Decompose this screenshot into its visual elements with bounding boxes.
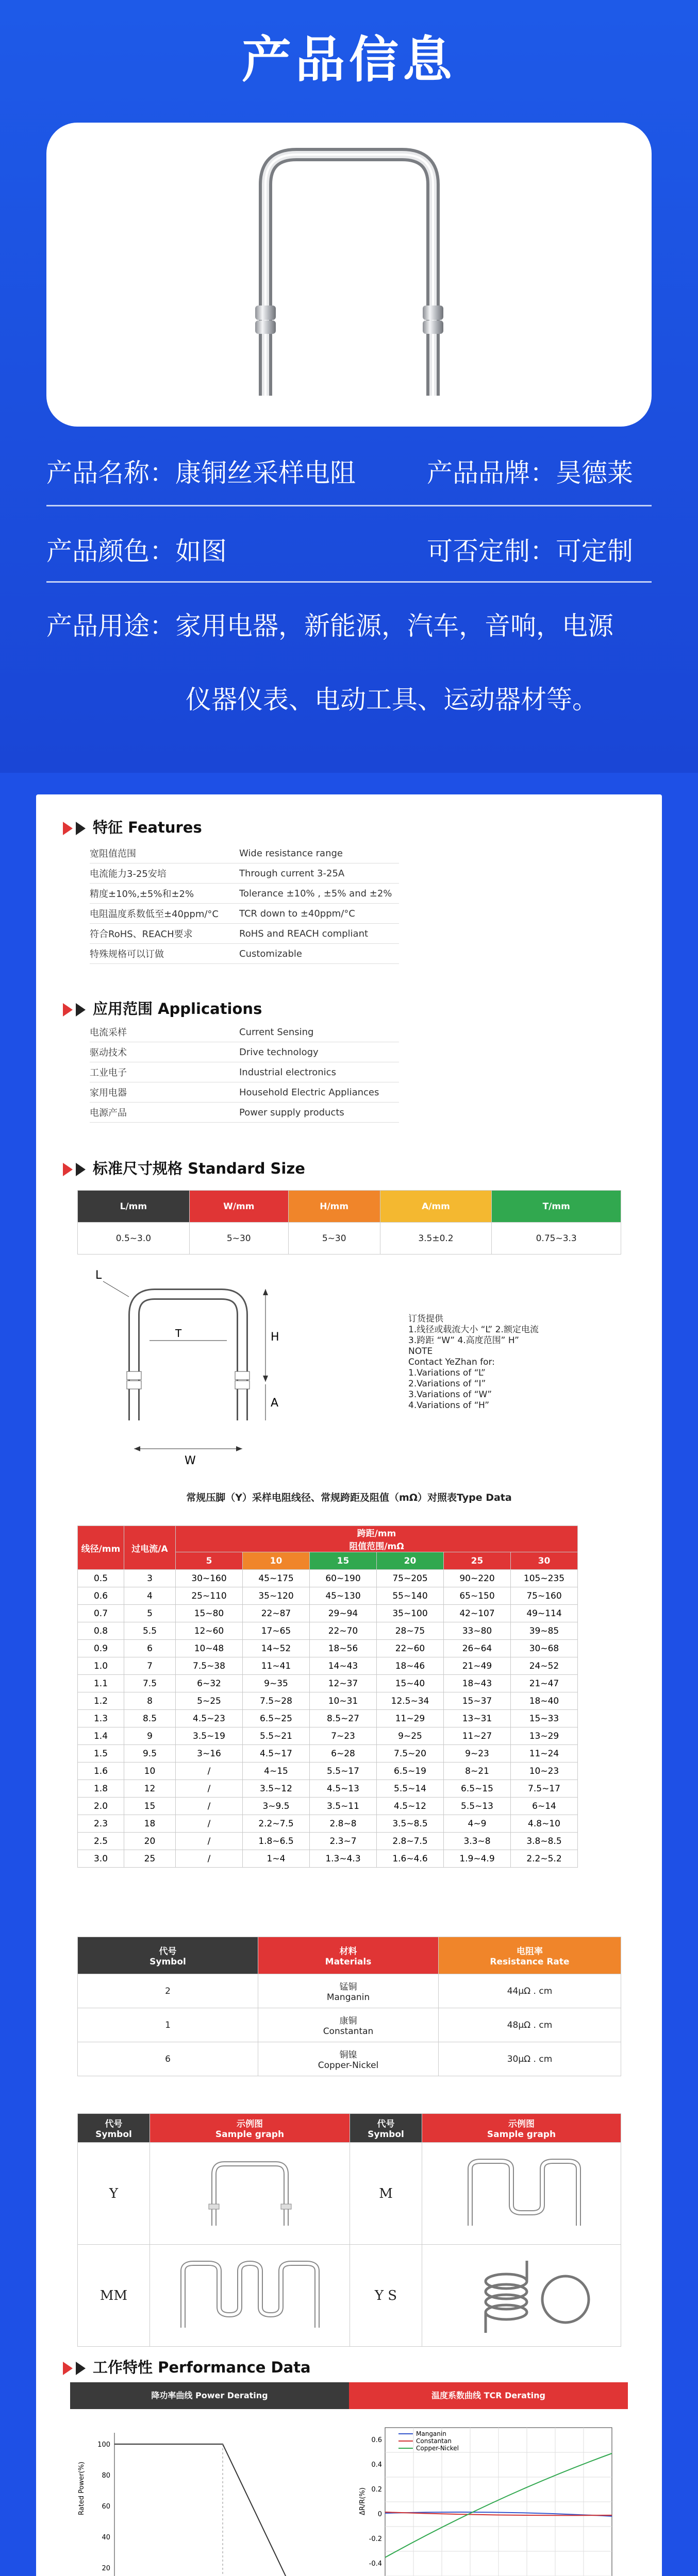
list-item: 宽阻值范围 Wide resistance range: [90, 843, 399, 863]
page-title: 产品信息: [242, 31, 456, 89]
table-cell: 75~160: [511, 1587, 578, 1605]
y-axis-label: ΔR/R(%): [359, 2487, 367, 2515]
derating-line: [114, 2444, 297, 2576]
table-cell: /: [176, 1833, 243, 1850]
table-row: [78, 1675, 578, 1692]
table-row: [78, 1605, 578, 1622]
materials-header: 电阻率 Resistance Rate: [439, 1937, 621, 1974]
table-row: 6 铜镍 Copper-Nickel 30μΩ . cm: [78, 2042, 621, 2076]
table-cell: 9~25: [377, 1727, 444, 1745]
table-cell: 1.2: [78, 1692, 124, 1710]
table-cell: 1.6: [78, 1762, 124, 1780]
features-heading: 特征 Features: [63, 816, 202, 837]
table-cell: 7~23: [310, 1727, 377, 1745]
table-cell: 12~37: [310, 1675, 377, 1692]
table-cell: 1.0: [78, 1657, 124, 1675]
table-cell: 14~43: [310, 1657, 377, 1675]
table-cell: 3.8~8.5: [511, 1833, 578, 1850]
list-item: 家用电器 Household Electric Appliances: [90, 1082, 399, 1103]
tcr-header: 温度系数曲线 TCR Derating: [349, 2382, 628, 2409]
table-cell: 6.5~15: [444, 1780, 511, 1798]
table-cell: 3~9.5: [243, 1798, 310, 1815]
materials-header: 材料 Materials: [258, 1937, 439, 1974]
table-row: 1 康铜 Constantan 48μΩ . cm: [78, 2008, 621, 2042]
table-cell: 39~85: [511, 1622, 578, 1640]
table-row: [78, 1587, 578, 1605]
table-cell: 60~190: [310, 1570, 377, 1587]
table-cell: 0.7: [78, 1605, 124, 1622]
size-value: 0.75~3.3: [492, 1223, 621, 1255]
table-cell: 4~9: [444, 1815, 511, 1833]
range-table: 线径/mm 过电流/A 跨距/mm 阻值范围/mΩ 5 10 15 20 25 30 0.5 3 30~160 45~175 60~190 75~205 90~220 105~235 0.6 4 25~110 35~120 45~130 55~140 65~150 75~160 0.7 5 15~80 22~87 29~94 35~100 42~107 49~114 0.8 5.5 12~60 17~65 22~70 28~75 33~80 39~85 0.9 6 10~48 14~52 18~56 22~60 26~64 30~68 1.0 7 7.5~38 11~41 14~43 18~46 21~49 24~52 1.1 7.5 6~32 9~35 12~37 15~40 18~43 21~47 1.2 8 5~25 7.5~28 10~31 12.5~34 15~37 18~40 1.3 8.5 4.5~23 6.5~25 8.5~27 11~29 13~31 15~33 1.4 9 3.5~19 5.5~21 7~23 9~25 11~27 13~29 1.5 9.5 3~16 4.5~17 6~28 7.5~20 9~23 11~24 1.6 10 / 4~15 5.5~17 6.5~19 8~21 10~23 1.8 12 / 3.5~12 4.5~13 5.5~14 6.5~15 7.5~17 2.0 15 / 3~9.5 3.5~11 4.5~12 5.5~13 6~14 2.3 18 / 2.2~7.5 2.8~8 3.5~8.5 4~9 4.8~10 2.5 20 / 1.8~6.5 2.3~7 2.8~7.5 3.3~8 3.8~8.5 3.0 25 / 1~4 1.3~4.3 1.6~4.6 1.9~4.9 2.2~5.2: [77, 1526, 578, 1868]
span-header: 20: [377, 1552, 444, 1570]
table-cell: 33~80: [444, 1622, 511, 1640]
product-usage: 产品用途：家用电器，新能源，汽车，音响，电源: [46, 611, 613, 641]
table-cell: 5.5~14: [377, 1780, 444, 1798]
table-cell: 30~160: [176, 1570, 243, 1587]
size-value: 5~30: [288, 1223, 380, 1255]
table-cell: 26~64: [444, 1640, 511, 1657]
range-table-title: 常规压脚（Y）采样电阻线径、常规跨距及阻值（mΩ）对照表Type Data: [186, 1492, 512, 1503]
y-tick: 0.2: [371, 2486, 382, 2494]
y-tick: 80: [102, 2472, 110, 2480]
customizable: 可否定制：可定制: [427, 536, 633, 566]
size-header-l: L/mm: [78, 1191, 190, 1223]
table-cell: /: [176, 1798, 243, 1815]
dim-label-a: A: [271, 1397, 279, 1410]
features-list: [90, 843, 399, 964]
table-cell: 1.6~4.6: [377, 1850, 444, 1868]
size-header-w: W/mm: [189, 1191, 288, 1223]
y-tick: 20: [102, 2565, 110, 2572]
table-cell: 14~52: [243, 1640, 310, 1657]
dimension-diagram: [72, 1243, 392, 1485]
table-cell: 8.5~27: [310, 1710, 377, 1727]
table-cell: 22~70: [310, 1622, 377, 1640]
table-cell: 6.5~19: [377, 1762, 444, 1780]
shape-m-graph: [422, 2143, 621, 2245]
size-value: 3.5±0.2: [380, 1223, 492, 1255]
table-cell: 24~52: [511, 1657, 578, 1675]
divider: [46, 505, 652, 506]
table-cell: 2.3~7: [310, 1833, 377, 1850]
table-cell: 12: [124, 1780, 176, 1798]
table-cell: 15~33: [511, 1710, 578, 1727]
y-tick: 0: [377, 2511, 382, 2518]
y-tick: 100: [97, 2441, 110, 2449]
span-header: 30: [511, 1552, 578, 1570]
table-cell: 11~24: [511, 1745, 578, 1762]
product-photo: [46, 123, 652, 427]
table-cell: /: [176, 1815, 243, 1833]
table-cell: 10~31: [310, 1692, 377, 1710]
table-cell: 5.5~17: [310, 1762, 377, 1780]
product-brand: 产品品牌：昊德莱: [427, 458, 633, 488]
shape-symbol: M: [350, 2143, 422, 2245]
table-row: 2 锰铜 Manganin 44μΩ . cm: [78, 1974, 621, 2008]
table-cell: 6~14: [511, 1798, 578, 1815]
shape-symbol: Y: [78, 2143, 150, 2245]
table-cell: 2.8~8: [310, 1815, 377, 1833]
table-cell: 49~114: [511, 1605, 578, 1622]
table-cell: 18~40: [511, 1692, 578, 1710]
table-row: [78, 1798, 578, 1815]
order-note: 订货提供 1.线径或载流大小 “L” 2.额定电流 3.跨距 “W” 4.高度范围” H” NOTE Contact YeZhan for: 1.Variations of “L” 2.Variations of “I” 3.Variations of “W” 4.Variations of “H”: [408, 1314, 539, 1411]
table-cell: 4.8~10: [511, 1815, 578, 1833]
table-cell: 1.9~4.9: [444, 1850, 511, 1868]
table-cell: 25: [124, 1850, 176, 1868]
table-cell: 1.1: [78, 1675, 124, 1692]
table-cell: 5: [124, 1605, 176, 1622]
size-header-a: A/mm: [380, 1191, 492, 1223]
list-item: 电源产品 Power supply products: [90, 1103, 399, 1123]
list-item: 特殊规格可以订做 Customizable: [90, 944, 399, 964]
y-tick: -0.2: [369, 2535, 382, 2543]
applications-heading: 应用范围 Applications: [63, 997, 262, 1019]
power-derating-chart: [70, 2412, 349, 2576]
materials-table: [77, 1937, 621, 2076]
list-item: 符合RoHS、REACH要求 RoHS and REACH compliant: [90, 924, 399, 944]
table-cell: 5~25: [176, 1692, 243, 1710]
table-cell: 12~60: [176, 1622, 243, 1640]
span-header: 15: [310, 1552, 377, 1570]
table-cell: 22~60: [377, 1640, 444, 1657]
table-cell: 1.3~4.3: [310, 1850, 377, 1868]
list-item: 电阻温度系数低至±40ppm/°C TCR down to ±40ppm/°C: [90, 904, 399, 924]
table-cell: 2.5: [78, 1833, 124, 1850]
dim-label-h: H: [271, 1331, 279, 1344]
span-header: 10: [243, 1552, 310, 1570]
table-row: [78, 1570, 578, 1587]
list-item: 驱动技术 Drive technology: [90, 1042, 399, 1062]
table-cell: 11~29: [377, 1710, 444, 1727]
size-header-t: T/mm: [492, 1191, 621, 1223]
table-cell: 30~68: [511, 1640, 578, 1657]
table-cell: 7: [124, 1657, 176, 1675]
span-header: 25: [444, 1552, 511, 1570]
table-cell: 7.5: [124, 1675, 176, 1692]
table-cell: 90~220: [444, 1570, 511, 1587]
dim-label-w: W: [185, 1454, 196, 1467]
table-cell: 0.6: [78, 1587, 124, 1605]
table-cell: 65~150: [444, 1587, 511, 1605]
table-row: [78, 1692, 578, 1710]
legend-constantan: Constantan: [416, 2437, 452, 2445]
power-derating-header: 降功率曲线 Power Derating: [70, 2382, 349, 2409]
dim-label-t: T: [175, 1327, 182, 1340]
table-cell: /: [176, 1850, 243, 1868]
table-cell: 28~75: [377, 1622, 444, 1640]
table-cell: 4.5~23: [176, 1710, 243, 1727]
table-cell: 8~21: [444, 1762, 511, 1780]
table-cell: 4.5~13: [310, 1780, 377, 1798]
table-cell: 3.5~19: [176, 1727, 243, 1745]
materials-header: 代号 Symbol: [78, 1937, 258, 1974]
table-cell: 7.5~38: [176, 1657, 243, 1675]
table-cell: 3.5~12: [243, 1780, 310, 1798]
table-cell: 4.5~17: [243, 1745, 310, 1762]
table-cell: 2.3: [78, 1815, 124, 1833]
table-cell: 21~47: [511, 1675, 578, 1692]
table-cell: 42~107: [444, 1605, 511, 1622]
table-cell: /: [176, 1780, 243, 1798]
table-cell: 10: [124, 1762, 176, 1780]
list-item: 电流能力3-25安培 Through current 3-25A: [90, 863, 399, 884]
list-item: 工业电子 Industrial electronics: [90, 1062, 399, 1082]
tcr-chart: [349, 2412, 628, 2576]
table-cell: 4~15: [243, 1762, 310, 1780]
table-cell: 3: [124, 1570, 176, 1587]
table-cell: 10~23: [511, 1762, 578, 1780]
table-cell: 3.3~8: [444, 1833, 511, 1850]
table-row: [78, 1780, 578, 1798]
y-tick: 40: [102, 2534, 110, 2541]
size-header-h: H/mm: [288, 1191, 380, 1223]
legend-copper-nickel: Copper-Nickel: [416, 2445, 459, 2452]
table-cell: 2.0: [78, 1798, 124, 1815]
table-row: [78, 1745, 578, 1762]
table-cell: 18~43: [444, 1675, 511, 1692]
shapes-table: 代号 Symbol 示例图 Sample graph 代号 Symbol 示例图 Sample graph Y M MM Y S: [77, 2113, 621, 2347]
spec-card: [36, 794, 662, 2576]
table-cell: 45~130: [310, 1587, 377, 1605]
table-cell: 9~23: [444, 1745, 511, 1762]
table-cell: 15: [124, 1798, 176, 1815]
table-cell: 3.5~11: [310, 1798, 377, 1815]
table-cell: 7.5~20: [377, 1745, 444, 1762]
product-color: 产品颜色：如图: [46, 536, 227, 566]
table-cell: 1.5: [78, 1745, 124, 1762]
table-cell: 6: [124, 1640, 176, 1657]
legend-manganin: Manganin: [416, 2430, 446, 2437]
table-cell: 55~140: [377, 1587, 444, 1605]
table-cell: 0.9: [78, 1640, 124, 1657]
table-cell: 17~65: [243, 1622, 310, 1640]
table-row: [78, 1762, 578, 1780]
table-cell: 11~27: [444, 1727, 511, 1745]
table-cell: 105~235: [511, 1570, 578, 1587]
y-tick: 0.6: [371, 2436, 382, 2444]
table-cell: 1.3: [78, 1710, 124, 1727]
table-cell: 15~40: [377, 1675, 444, 1692]
divider: [46, 581, 652, 583]
product-usage-cont: 仪器仪表、电动工具、运动器材等。: [186, 685, 598, 715]
table-cell: 2.8~7.5: [377, 1833, 444, 1850]
table-cell: 15~37: [444, 1692, 511, 1710]
shape-ys-graph: [422, 2245, 621, 2347]
y-tick: 0.4: [371, 2461, 382, 2469]
table-cell: 6~32: [176, 1675, 243, 1692]
table-cell: 18~46: [377, 1657, 444, 1675]
table-cell: 4.5~12: [377, 1798, 444, 1815]
table-cell: /: [176, 1762, 243, 1780]
table-cell: 29~94: [310, 1605, 377, 1622]
table-cell: 15~80: [176, 1605, 243, 1622]
table-cell: 22~87: [243, 1605, 310, 1622]
table-cell: 7.5~28: [243, 1692, 310, 1710]
y-axis-label: Rated Power(%): [78, 2462, 86, 2515]
shape-y-graph: [150, 2143, 350, 2245]
table-cell: 13~29: [511, 1727, 578, 1745]
size-heading: 标准尺寸规格 Standard Size: [63, 1157, 305, 1178]
list-item: 电流采样 Current Sensing: [90, 1022, 399, 1042]
span-header: 5: [176, 1552, 243, 1570]
table-row: [78, 1833, 578, 1850]
product-name: 产品名称：康铜丝采样电阻: [46, 458, 356, 488]
table-row: [78, 1727, 578, 1745]
table-cell: 9.5: [124, 1745, 176, 1762]
table-cell: 5.5: [124, 1622, 176, 1640]
y-tick: 60: [102, 2503, 110, 2511]
y-tick: -0.4: [369, 2560, 382, 2568]
table-cell: 0.5: [78, 1570, 124, 1587]
table-cell: 7.5~17: [511, 1780, 578, 1798]
table-cell: 10~48: [176, 1640, 243, 1657]
table-row: [78, 1657, 578, 1675]
table-cell: 0.8: [78, 1622, 124, 1640]
table-row: [78, 1622, 578, 1640]
table-cell: 21~49: [444, 1657, 511, 1675]
table-cell: 2.2~5.2: [511, 1850, 578, 1868]
performance-heading: 工作特性 Performance Data: [63, 2356, 311, 2377]
table-cell: 1.8: [78, 1780, 124, 1798]
list-item: 精度±10%,±5%和±2% Tolerance ±10% , ±5% and ±2%: [90, 884, 399, 904]
table-cell: 5.5~13: [444, 1798, 511, 1815]
table-cell: 13~31: [444, 1710, 511, 1727]
table-cell: 8: [124, 1692, 176, 1710]
table-cell: 18~56: [310, 1640, 377, 1657]
table-cell: 5.5~21: [243, 1727, 310, 1745]
table-cell: 18: [124, 1815, 176, 1833]
table-cell: 11~41: [243, 1657, 310, 1675]
table-cell: 25~110: [176, 1587, 243, 1605]
table-cell: 3.5~8.5: [377, 1815, 444, 1833]
table-cell: 3~16: [176, 1745, 243, 1762]
shape-mm-graph: [150, 2245, 350, 2347]
table-row: [78, 1640, 578, 1657]
table-cell: 9~35: [243, 1675, 310, 1692]
shape-symbol: Y S: [350, 2245, 422, 2347]
size-value: 0.5~3.0: [78, 1223, 190, 1255]
table-cell: 1~4: [243, 1850, 310, 1868]
dim-label-l: L: [95, 1269, 102, 1282]
table-row: [78, 1710, 578, 1727]
table-cell: 12.5~34: [377, 1692, 444, 1710]
size-value: 5~30: [189, 1223, 288, 1255]
table-row: [78, 1850, 578, 1868]
applications-list: [90, 1022, 399, 1123]
table-row: [78, 1815, 578, 1833]
table-cell: 9: [124, 1727, 176, 1745]
table-cell: 1.8~6.5: [243, 1833, 310, 1850]
shape-symbol: MM: [78, 2245, 150, 2347]
table-cell: 75~205: [377, 1570, 444, 1587]
table-cell: 6~28: [310, 1745, 377, 1762]
table-cell: 3.0: [78, 1850, 124, 1868]
table-cell: 6.5~25: [243, 1710, 310, 1727]
table-cell: 20: [124, 1833, 176, 1850]
table-cell: 8.5: [124, 1710, 176, 1727]
table-cell: 2.2~7.5: [243, 1815, 310, 1833]
table-cell: 35~120: [243, 1587, 310, 1605]
table-cell: 1.4: [78, 1727, 124, 1745]
table-cell: 45~175: [243, 1570, 310, 1587]
table-cell: 4: [124, 1587, 176, 1605]
table-cell: 35~100: [377, 1605, 444, 1622]
